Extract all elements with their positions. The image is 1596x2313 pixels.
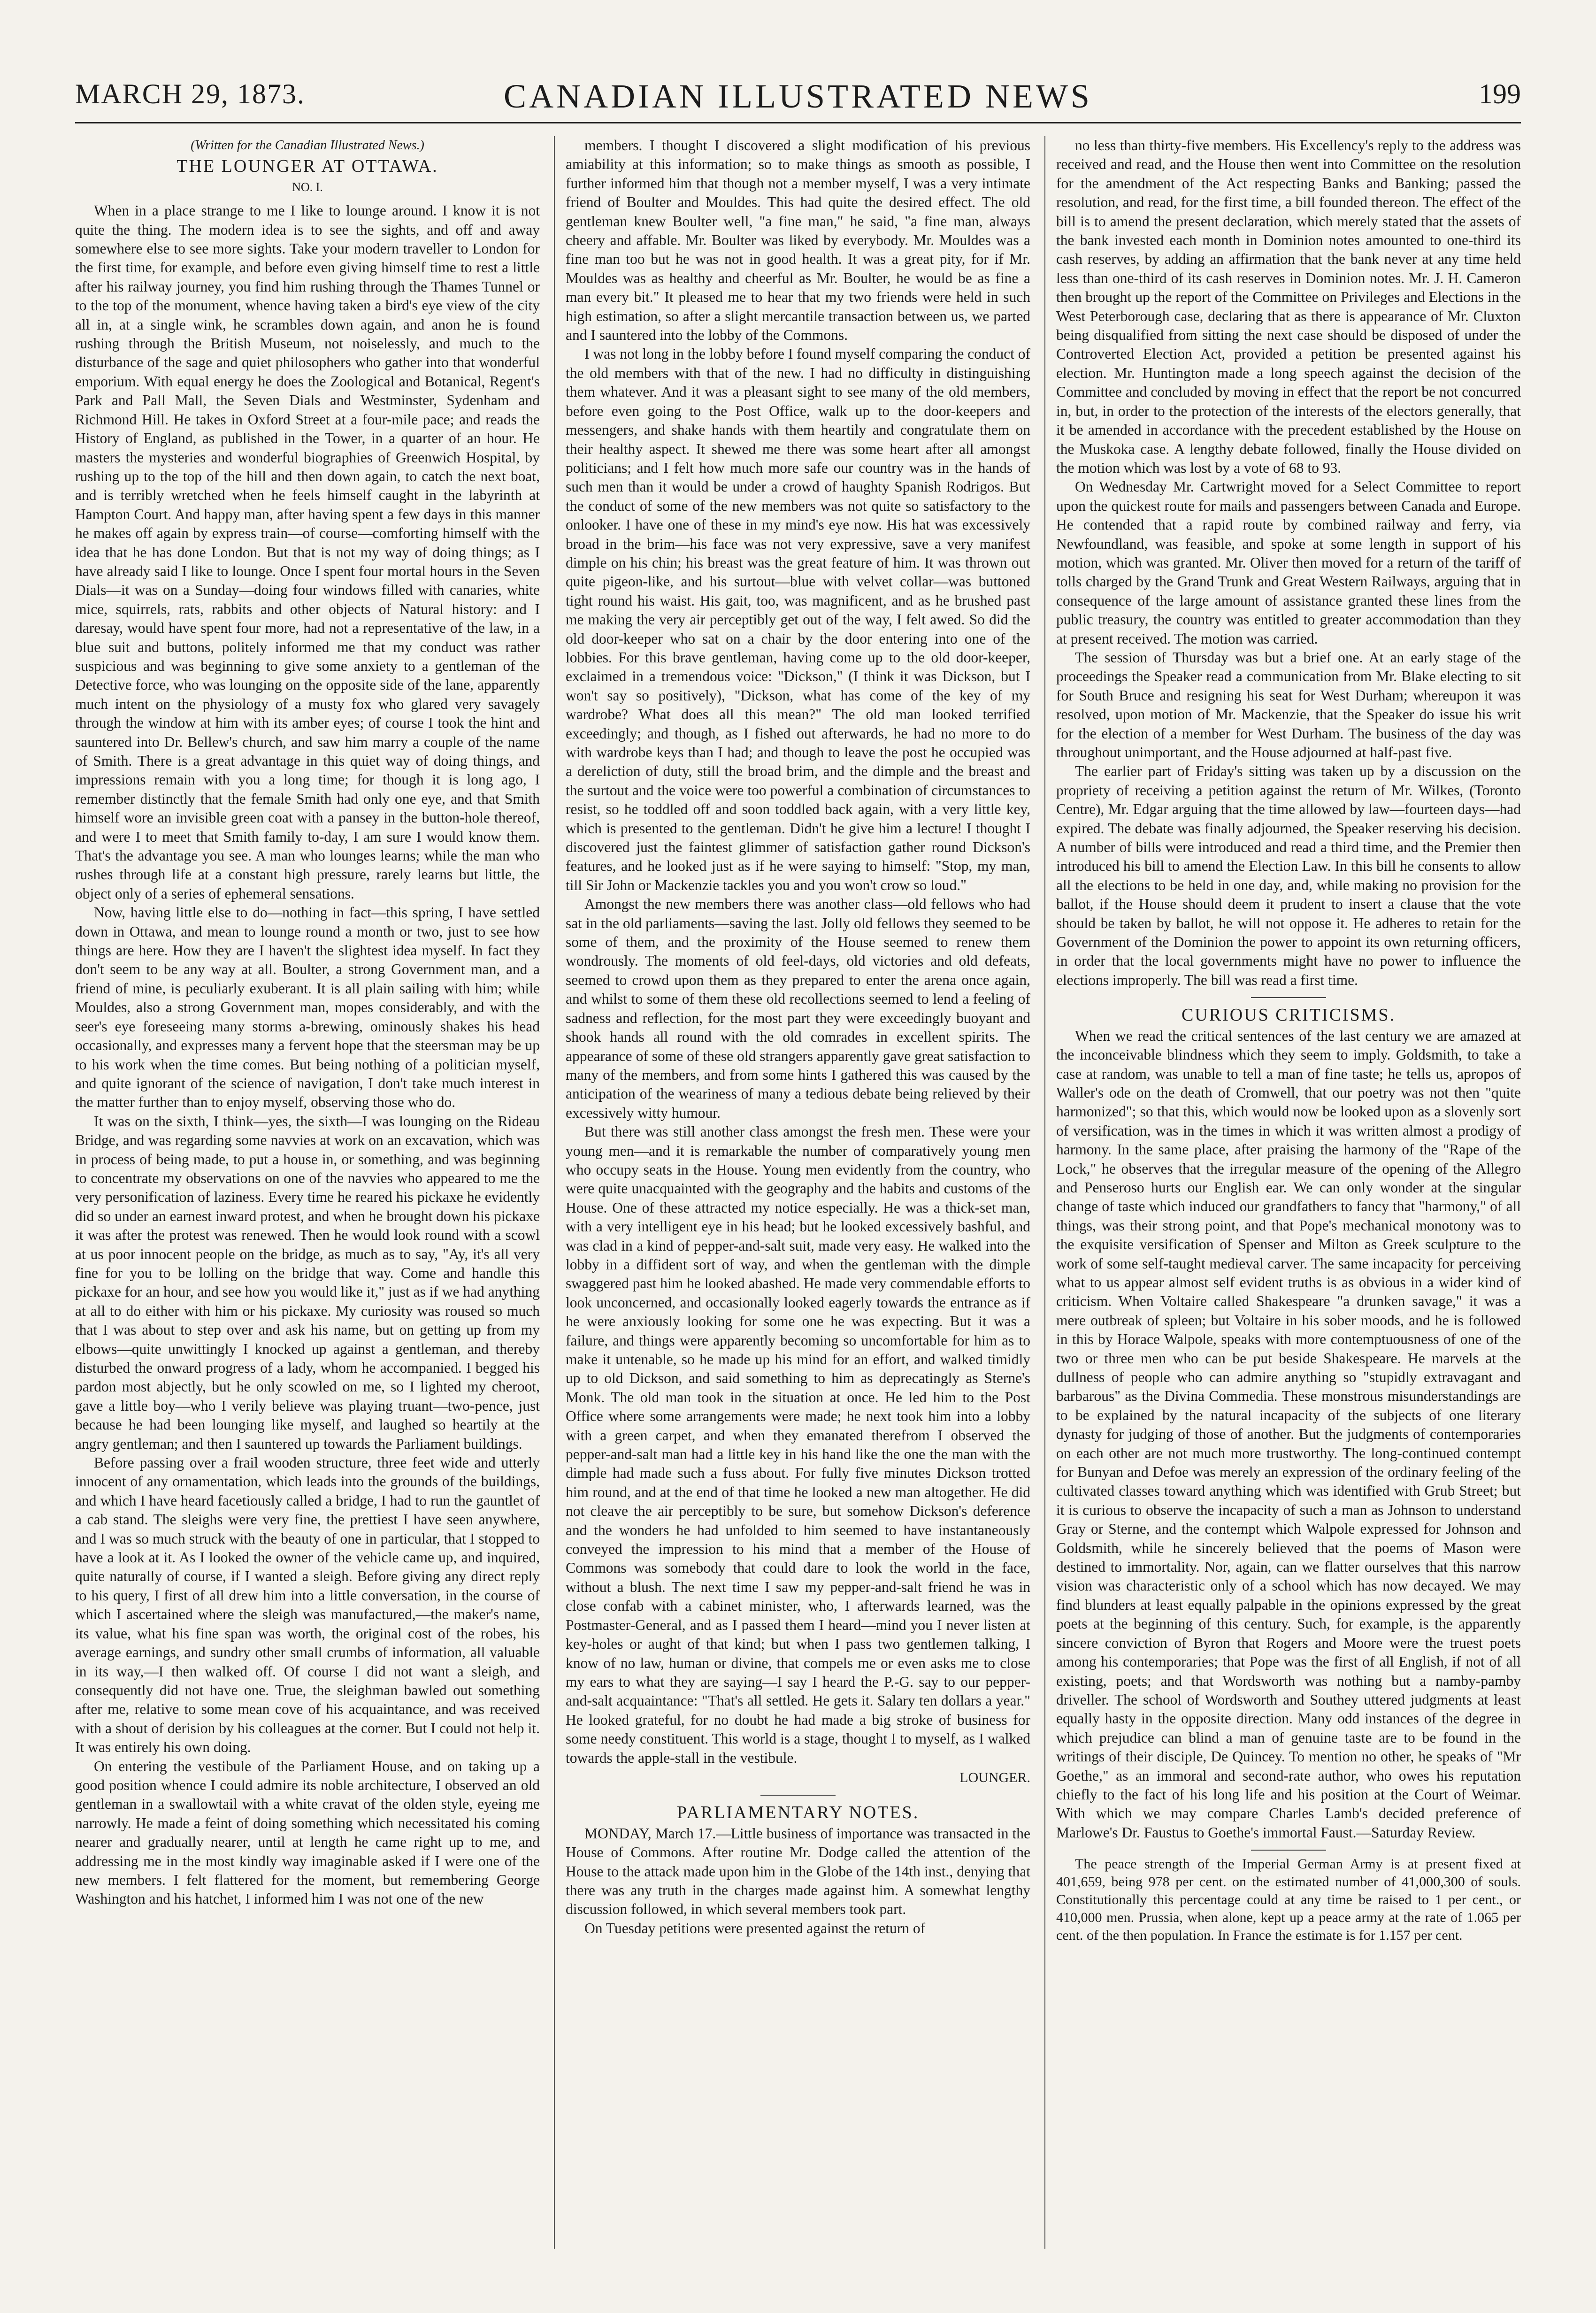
- section-divider: [1251, 997, 1326, 998]
- column-2: [566, 136, 1030, 2258]
- article-paragraph: no less than thirty-five members. His Excellency's reply to the address was received and read, and the House then went into Committee on the resolution for the amendment of the Act respecting Banks and Banking; passed the resolution, and read, for the first time, a bill founded thereon. The effect of the bill is to amend the present declaration, which merely stated that the assets of the bank invested each month in Dominion notes amounted to one-third its cash reserves, by adding an affirmation that the bank never at any time held less than one-third of its cash reserves in Dominion notes. Mr. J. H. Cameron then brought up the report of the Committee on Privileges and Elections in the West Peterborough case, declaring that as there is appearance of Mr. Cluxton being disqualified from sitting the next case should be disposed of under the Controverted Election Act, provided a petition be presented against his election. Mr. Huntington made a long speech against the decision of the Committee and concluded by moving in effect that the report be not concurred in, but, in order to the protection of the interests of the electors generally, that it be amended in accordance with the precedent established by the House on the Muskoka case. A lengthy debate followed, finally the House divided on the motion which was lost by a vote of 68 to 93.: [1056, 137, 1521, 476]
- section-title: PARLIAMENTARY NOTES.: [676, 1803, 920, 1823]
- article-number: NO. I.: [292, 180, 323, 194]
- article-byline: (Written for the Canadian Illustrated News.): [191, 138, 424, 153]
- article-paragraph: Before passing over a frail wooden structure, three feet wide and utterly innocent of any ornamentation, which leads into the grounds of the buildings, and which I have heard facetiously called a bridge, I had to run the gauntlet of a cab stand. The sleighs were very fine, the prettiest I have seen anywhere, and I was so much struck with the beauty of one in particular, that I stopped to have a look at it. As I looked the owner of the vehicle came up, and inquired, quite naturally of course, if I wanted a sleigh. Before giving any direct reply to his query, I first of all drew him into a little conversation, in the course of which I ascertained where the sleigh was manufactured,—the maker's name, its value, what his fine span was worth, the original cost of the robes, his average earnings, and sundry other small crumbs of information, all valuable in its way,—I then walked off. Of course I did not want a sleigh, and consequently did not have one. True, the sleighman bawled out something after me, relative to some mean cove of his acquaintance, and was received with a shout of derision by his colleagues at the corner. But I could not help it. It was entirely his own doing.: [75, 1454, 540, 1756]
- article-paragraph: members. I thought I discovered a slight modification of his previous amiability at this information; so to make things as smooth as possible, I further informed him that though not a member myself, I was a very intimate friend of Boulter and Mouldes. This had quite the desired effect. The old gentleman knew Boulter well, "a fine man," he said, "a fine man, always cheery and affable. Mr. Boulter was liked by everybody. Mr. Mouldes was a fine man too but he was not in good health. It was a great pity, for if Mr. Mouldes was as healthy and cheerful as Mr. Boulter, he would be as fine a man every bit." It pleased me to hear that my two friends were held in such high estimation, so after a slight mercantile transaction between us, we parted and I sauntered into the lobby of the Commons.: [566, 137, 1030, 344]
- publication-title: CANADIAN ILLUSTRATED NEWS: [504, 77, 1092, 115]
- news-note: The peace strength of the Imperial German Army is at present fixed at 401,659, being 978 per cent. on the estimated number of 41,000,300 of souls. Constitutionally this percentage could at any time be raised to 1 per cent., or 410,000 men. Prussia, when alone, kept up a peace army at the rate of 1.065 per cent. of the then population. In France the estimate is for 1.157 per cent.: [1056, 1856, 1521, 1944]
- page-number: 199: [1479, 78, 1521, 109]
- issue-date: MARCH 29, 1873.: [75, 78, 306, 109]
- article-paragraph: But there was still another class amongst the fresh men. These were your young men—and it is remarkable the number of comparatively young men who occupy seats in the House. Young men evidently from the country, who were quite unacquainted with the geography and the habits and customs of the House. One of these attracted my notice especially. He was a thick-set man, with a very intelligent eye in his head; but he looked excessively bashful, and was clad in a kind of pepper-and-salt suit, made very easy. He walked into the lobby in a diffident sort of way, and when the gentleman with the dimple swaggered past him he looked abashed. He made very commendable efforts to look unconcerned, and occasionally looked eagerly towards the entrance as if he were anxiously looking for some one he was expecting. But it was a failure, and things were apparently becoming so uncomfortable for him as to make it untenable, so he made up his mind for an effort, and walked timidly up to old Dickson, and said something to him as deprecatingly as Sterne's Monk. The old man took in the situation at once. He led him to the Post Office where some arrangements were made; he next took him into a lobby with a green carpet, and when they emanated therefrom I observed the pepper-and-salt man had a little key in his hand like the one the man with the dimple had made such a fuss about. For fully five minutes Dickson trotted him round, and at the end of that time he looked a new man altogether. He did not cleave the air perceptibly to be sure, but somehow Dickson's deference and the wonders he had unfolded to him seemed to have instantaneously conveyed the impression to his mind that a member of the House of Commons was somebody that could dare to look the world in the face, without a blush. The next time I saw my pepper-and-salt friend he was in close confab with a cabinet minister, who, I afterwards learned, was the Postmaster-General, and as I passed them I heard—mind you I never listen at key-holes or aught of that kind; but when I pass two gentlemen talking, I know of no law, human or divine, that compels me or even asks me to close my ears to what they are saying—I say I heard the P.-G. say to our pepper-and-salt acquaintance: "That's all settled. He gets it. Salary ten dollars a year." He looked grateful, for no doubt he had made a big stroke of business for some needy constituent. This world is a stage, thought I to myself, as I walked towards the apple-stall in the vestibule.: [566, 1123, 1030, 1766]
- section-title: CURIOUS CRITICISMS.: [1181, 1005, 1396, 1025]
- column-rule: [1044, 136, 1045, 2249]
- article-paragraph: The earlier part of Friday's sitting was taken up by a discussion on the propriety of receiving a petition against the return of Mr. Wilkes, (Toronto Centre), Mr. Edgar arguing that the time allowed by law—fourteen days—had expired. The debate was finally adjourned, the Speaker reserving his decision. A number of bills were introduced and read a third time, and the Premier then introduced his bill to amend the Election Law. In this bill he consents to allow all the elections to be held in one day, and, while making no provision for the ballot, if the House should deem it prudent to insert a clause that the vote should be taken by ballot, he will not oppose it. He adheres to retain for the Government of the Dominion the power to appoint its own returning officers, in order that the local governments might have no power to influence the elections improperly. The bill was read a first time.: [1056, 763, 1521, 988]
- section-divider: [1251, 1850, 1326, 1851]
- article-paragraph: It was on the sixth, I think—yes, the sixth—I was lounging on the Rideau Bridge, and was regarding some navvies at work on an excavation, which was in process of being made, to put a house in, or something, and was beginning to concentrate my observations on one of the navvies who appeared to me the very personification of laziness. Every time he reared his pickaxe he evidently did so under an earnest inward protest, and when he brought down his pickaxe it was after the protest was renewed. Then he would look round with a scowl at us poor innocent people on the bridge, as much as to say, "Ay, it's all very fine for you to be lolling on the bridge that way. Come and handle this pickaxe for an hour, and see how you would like it," just as if we had anything at all to do either with him or his pickaxe. My curiosity was roused so much that I was about to step over and ask his name, but on getting up from my elbows—quite unwittingly I knocked up against a gentleman, and thereby disturbed the onward progress of a lady, whom he accompanied. I begged his pardon most abjectly, but he only scowled on me, so I lighted my cheroot, gave a little boy—who I verily believe was playing truant—two-pence, just because he had been lounging like myself, and laughed so heartily at the angry gentleman; and then I sauntered up towards the Parliament buildings.: [75, 1113, 540, 1452]
- article-paragraph: On Wednesday Mr. Cartwright moved for a Select Committee to report upon the quickest route for mails and passengers between Canada and Europe. He contended that a rapid route by combined railway and ferry, via Newfoundland, was feasible, and spoke at some length in support of his motion, which was granted. Mr. Oliver then moved for a return of the tariff of tolls charged by the Grand Trunk and Great Western Railways, arguing that in consequence of the large amount of assistance granted these lines from the public treasury, the country was entitled to greater accommodation than they at present received. The motion was carried.: [1056, 478, 1521, 647]
- page-header: [75, 70, 1521, 123]
- article-signature: LOUNGER.: [959, 1769, 1030, 1785]
- column-3: [1056, 136, 1521, 2258]
- article-paragraph: When in a place strange to me I like to lounge around. I know it is not quite the thing. The modern idea is to see the sights, and off and away somewhere else to see more sights. Take your modern traveller to London for the first time, for example, and before even giving himself time to rest a little after his railway journey, you find him rushing through the Thames Tunnel or to the top of the monument, whence having taken a bird's eye view of the city all in, at a single wink, he scrambles down again, and anon he is found rushing through the British Museum, not noiselessly, and much to the disturbance of the sage and quiet philosophers who gather into that wonderful emporium. With equal energy he does the Zoological and Botanical, Regent's Park and Pall Mall, the Seven Dials and Westminster, Sydenham and Richmond Hill. He takes in Oxford Street at a four-mile pace; and reads the History of England, as published in the Tower, in a quarter of an hour. He masters the mysteries and wonderful biographies of Greenwich Hospital, by rushing up to the top of the hill and then down again, to catch the next boat, and is terribly wretched when he feels himself caught in the labyrinth at Hampton Court. And happy man, after having spent a few days in this manner he makes off again by express train—of course—comforting himself with the idea that he has done London. But that is not my way of doing things; as I have already said I like to lounge. Once I spent four mortal hours in the Seven Dials—it was on a Sunday—doing four windows filled with canaries, white mice, squirrels, rats, rabbits and other objects of Natural history: and I daresay, would have spent four more, had not a representative of the law, in a blue suit and buttons, politely informed me that my conduct was rather suspicious and was beginning to give some anxiety to a gentleman of the Detective force, who was lounging on the opposite side of the lane, apparently much intent on the physiology of a musty fox who glared very savagely through the window at him with its amber eyes; of course I took the hint and sauntered into Dr. Bellew's church, and saw him marry a couple of the name of Smith. There is a great advantage in this quiet way of doing things, and impressions remain with you a long time; for though it is long ago, I remember distinctly that the female Smith had only one eye, and that Smith himself wore an invisible green coat with a pansey in the button-hole thereof, and were I to meet that Smith family to-day, I am sure I would know them. That's the advantage you see. A man who lounges learns; while the man who rushes through life at a constant high pressure, rarely learns but little, the object only of a series of ephemeral sensations.: [75, 202, 540, 902]
- article-paragraph: The session of Thursday was but a brief one. At an early stage of the proceedings the Speaker read a communication from Mr. Blake electing to sit for South Bruce and resigning his seat for West Durham; whereupon it was resolved, upon motion of Mr. Mackenzie, that the Speaker do issue his writ for the election of a member for West Durham. The business of the day was throughout unimportant, and the House adjourned at half-past five.: [1056, 649, 1521, 761]
- article-paragraph: I was not long in the lobby before I found myself comparing the conduct of the old members with that of the new. I had no difficulty in distinguishing them whatever. And it was a pleasant sight to see many of the old members, before even going to the Post Office, walk up to the door-keepers and messengers, and shake hands with them heartily and congratulate them on their healthy aspect. It shewed me there was some heart after all amongst politicians; and I felt how much more safe our country was in the hands of such men than it would be under a crowd of haughty Spanish Rodrigos. But the conduct of some of the new members was not quite so satisfactory to the onlooker. I have one of these in my mind's eye now. His hat was excessively broad in the brim—his face was not very expressive, save a very manifest dimple on his chin; his breast was the great feature of him. It was thrown out quite pigeon-like, and his surtout—blue with velvet collar—was buttoned tight round his waist. His gait, too, was magnificent, and as he brushed past me making the very air perceptibly get out of the way, I felt awed. So did the old door-keeper who sat on a chair by the door entering into one of the lobbies. For this brave gentleman, having come up to the old door-keeper, exclaimed in a tremendous voice: "Dickson," (I think it was Dickson, but I won't say so positively), "Dickson, what has come of the key of my wardrobe? What does all this mean?" The old man looked terrified exceedingly; and though, as I fished out afterwards, he had no more to do with wardrobe keys than I had; and though to leave the post he occupied was a dereliction of duty, still the broad brim, and the dimple and the breast and the surtout and the voice were too powerful a combination of circumstances to resist, so he toddled off and soon toddled back again, with a very little key, which is presented to the gentleman. Didn't he give him a lecture! I thought I discovered just the faintest glimmer of satisfaction gather round Dickson's features, and he looked just as if he were saying to himself: "Stop, my man, till Sir John or Mackenzie tackles you and you won't crow so loud.": [566, 346, 1030, 893]
- article-paragraph: On entering the vestibule of the Parliament House, and on taking up a good position whence I could admire its noble architecture, I observed an old gentleman in a swallowtail with a white cravat of the olden style, eyeing me narrowly. He made a feint of doing something which necessitated his coming nearer and gradually nearer, until at length he came right up to me, and addressing me in the most kindly way imaginable asked if I were one of the new members. I felt flattered for the moment, but remembering George Washington and his hatchet, I informed him I was not one of the new: [75, 1758, 540, 1907]
- article-paragraph: When we read the critical sentences of the last century we are amazed at the inconceivable blindness which they seem to imply. Goldsmith, to take a case at random, was unable to tell a man of fine taste; he tells us, apropos of Waller's ode on the death of Cromwell, that our poetry was not then "quite harmonized"; so that this, which would now be looked upon as a slovenly sort of versification, was in the times in which it was written almost a prodigy of harmony. In the same place, after praising the harmony of the "Rape of the Lock," he observes that the irregular measure of the opening of the Allegro and Penseroso hurts our English ear. We can only wonder at the singular change of taste which induced our grandfathers to fancy that "harmony," of all things, was their strong point, and that Pope's mechanical monotony was to the exquisite versification of Spenser and Milton as Greek sculpture to the work of some self-taught medieval carver. The same incapacity for perceiving what to us appear almost self evident truths is as obvious in a wider kind of criticism. When Voltaire called Shakespeare "a drunken savage," it was a mere outbreak of spleen; but Voltaire in his sober moods, and he is followed in this by Horace Walpole, speaks with more contemptuousness of one of the two or three men who can be put beside Shakespeare. He marvels at the dullness of people who can admire anything so "stupidly extravagant and barbarous" as the Divina Commedia. These monstrous misunderstandings are to be explained by the natural incapacity of the subjects of one literary dynasty for judging of those of another. But the judgments of contemporaries on each other are not much more trustworthy. The long-continued contempt for Bunyan and Defoe was merely an expression of the ordinary feeling of the cultivated classes toward anything which was identified with Grub Street; but it is curious to observe the incapacity of such a man as Johnson to understand Gray or Sterne, and the contempt which Walpole expressed for Johnson and Goldsmith, while he sincerely believed that the poems of Mason were destined to immortality. Nor, again, can we flatter ourselves that this narrow vision was characteristic only of a school which has now decayed. We may find blunders at least equally palpable in the opinions expressed by the great poets at the beginning of this century. Such, for example, is the apparently sincere conviction of Byron that Rogers and Moore were the truest poets among his contemporaries; that Pope was the first of all English, if not of all existing, poets; and that Wordsworth was nothing but a namby-pamby driveller. The school of Wordsworth and Southey uttered judgments at least equally hasty in the opposite direction. Many odd instances of the degree in which prejudice can blind a man of genuine taste are to be found in the writings of their disciple, De Quincey. To mention no other, he speaks of "Mr Goethe," as an immoral and second-rate author, who owes his reputation chiefly to the fact of his long life and his position at the Court of Weimar. With which we may compare Charles Lamb's decided preference of Marlowe's Dr. Faustus to Goethe's immortal Faust.—Saturday Review.: [1056, 1027, 1521, 1841]
- article-paragraph: Amongst the new members there was another class—old fellows who had sat in the old parliaments—saving the last. Jolly old fellows they seemed to be some of them, and the proximity of the House seemed to renew them wondrously. The moments of old feel-days, old victories and old defeats, seemed to crowd upon them as they prepared to enter the arena once again, and whilst to some of them these old recollections seemed to lend a feeling of sadness and reflection, for the most part they were exceedingly buoyant and shook hands all round with the old comrades in excellent spirits. The appearance of some of these old strangers apparently gave great satisfaction to many of the members, and from some hints I gathered this was caused by the anticipation of the weariness of many a tedious debate being relieved by their excessively witty humour.: [566, 896, 1030, 1121]
- article-paragraph: Now, having little else to do—nothing in fact—this spring, I have settled down in Ottawa, and mean to lounge round a month or two, just to see how things are here. How they are I haven't the slightest idea myself. In fact they don't seem to be any way at all. Boulter, a strong Government man, and a friend of mine, is peculiarly exuberant. It is all plain sailing with him; while Mouldes, also a strong Government man, mopes considerably, and with the seer's eye foreseeing many storms a-brewing, ominously shakes his head occasionally, and expresses many a fervent hope that the steersman may be up to his work when the time comes. But being nothing of a politician myself, and quite ignorant of the science of navigation, I don't take much interest in the matter further than to enjoy myself, observing those who do.: [75, 904, 540, 1111]
- article-title: THE LOUNGER AT OTTAWA.: [176, 156, 438, 177]
- section-divider: [760, 1795, 836, 1796]
- column-rule: [554, 136, 555, 2249]
- article-paragraph: On Tuesday petitions were presented against the return of: [584, 1920, 926, 1936]
- column-1: [75, 136, 540, 2258]
- article-paragraph: MONDAY, March 17.—Little business of importance was transacted in the House of Commons. After routine Mr. Dodge called the attention of the House to the attack made upon him in the Globe of the 14th inst., denying that there was any truth in the charges made against him. A somewhat lengthy discussion followed, in which several members took part.: [566, 1825, 1030, 1918]
